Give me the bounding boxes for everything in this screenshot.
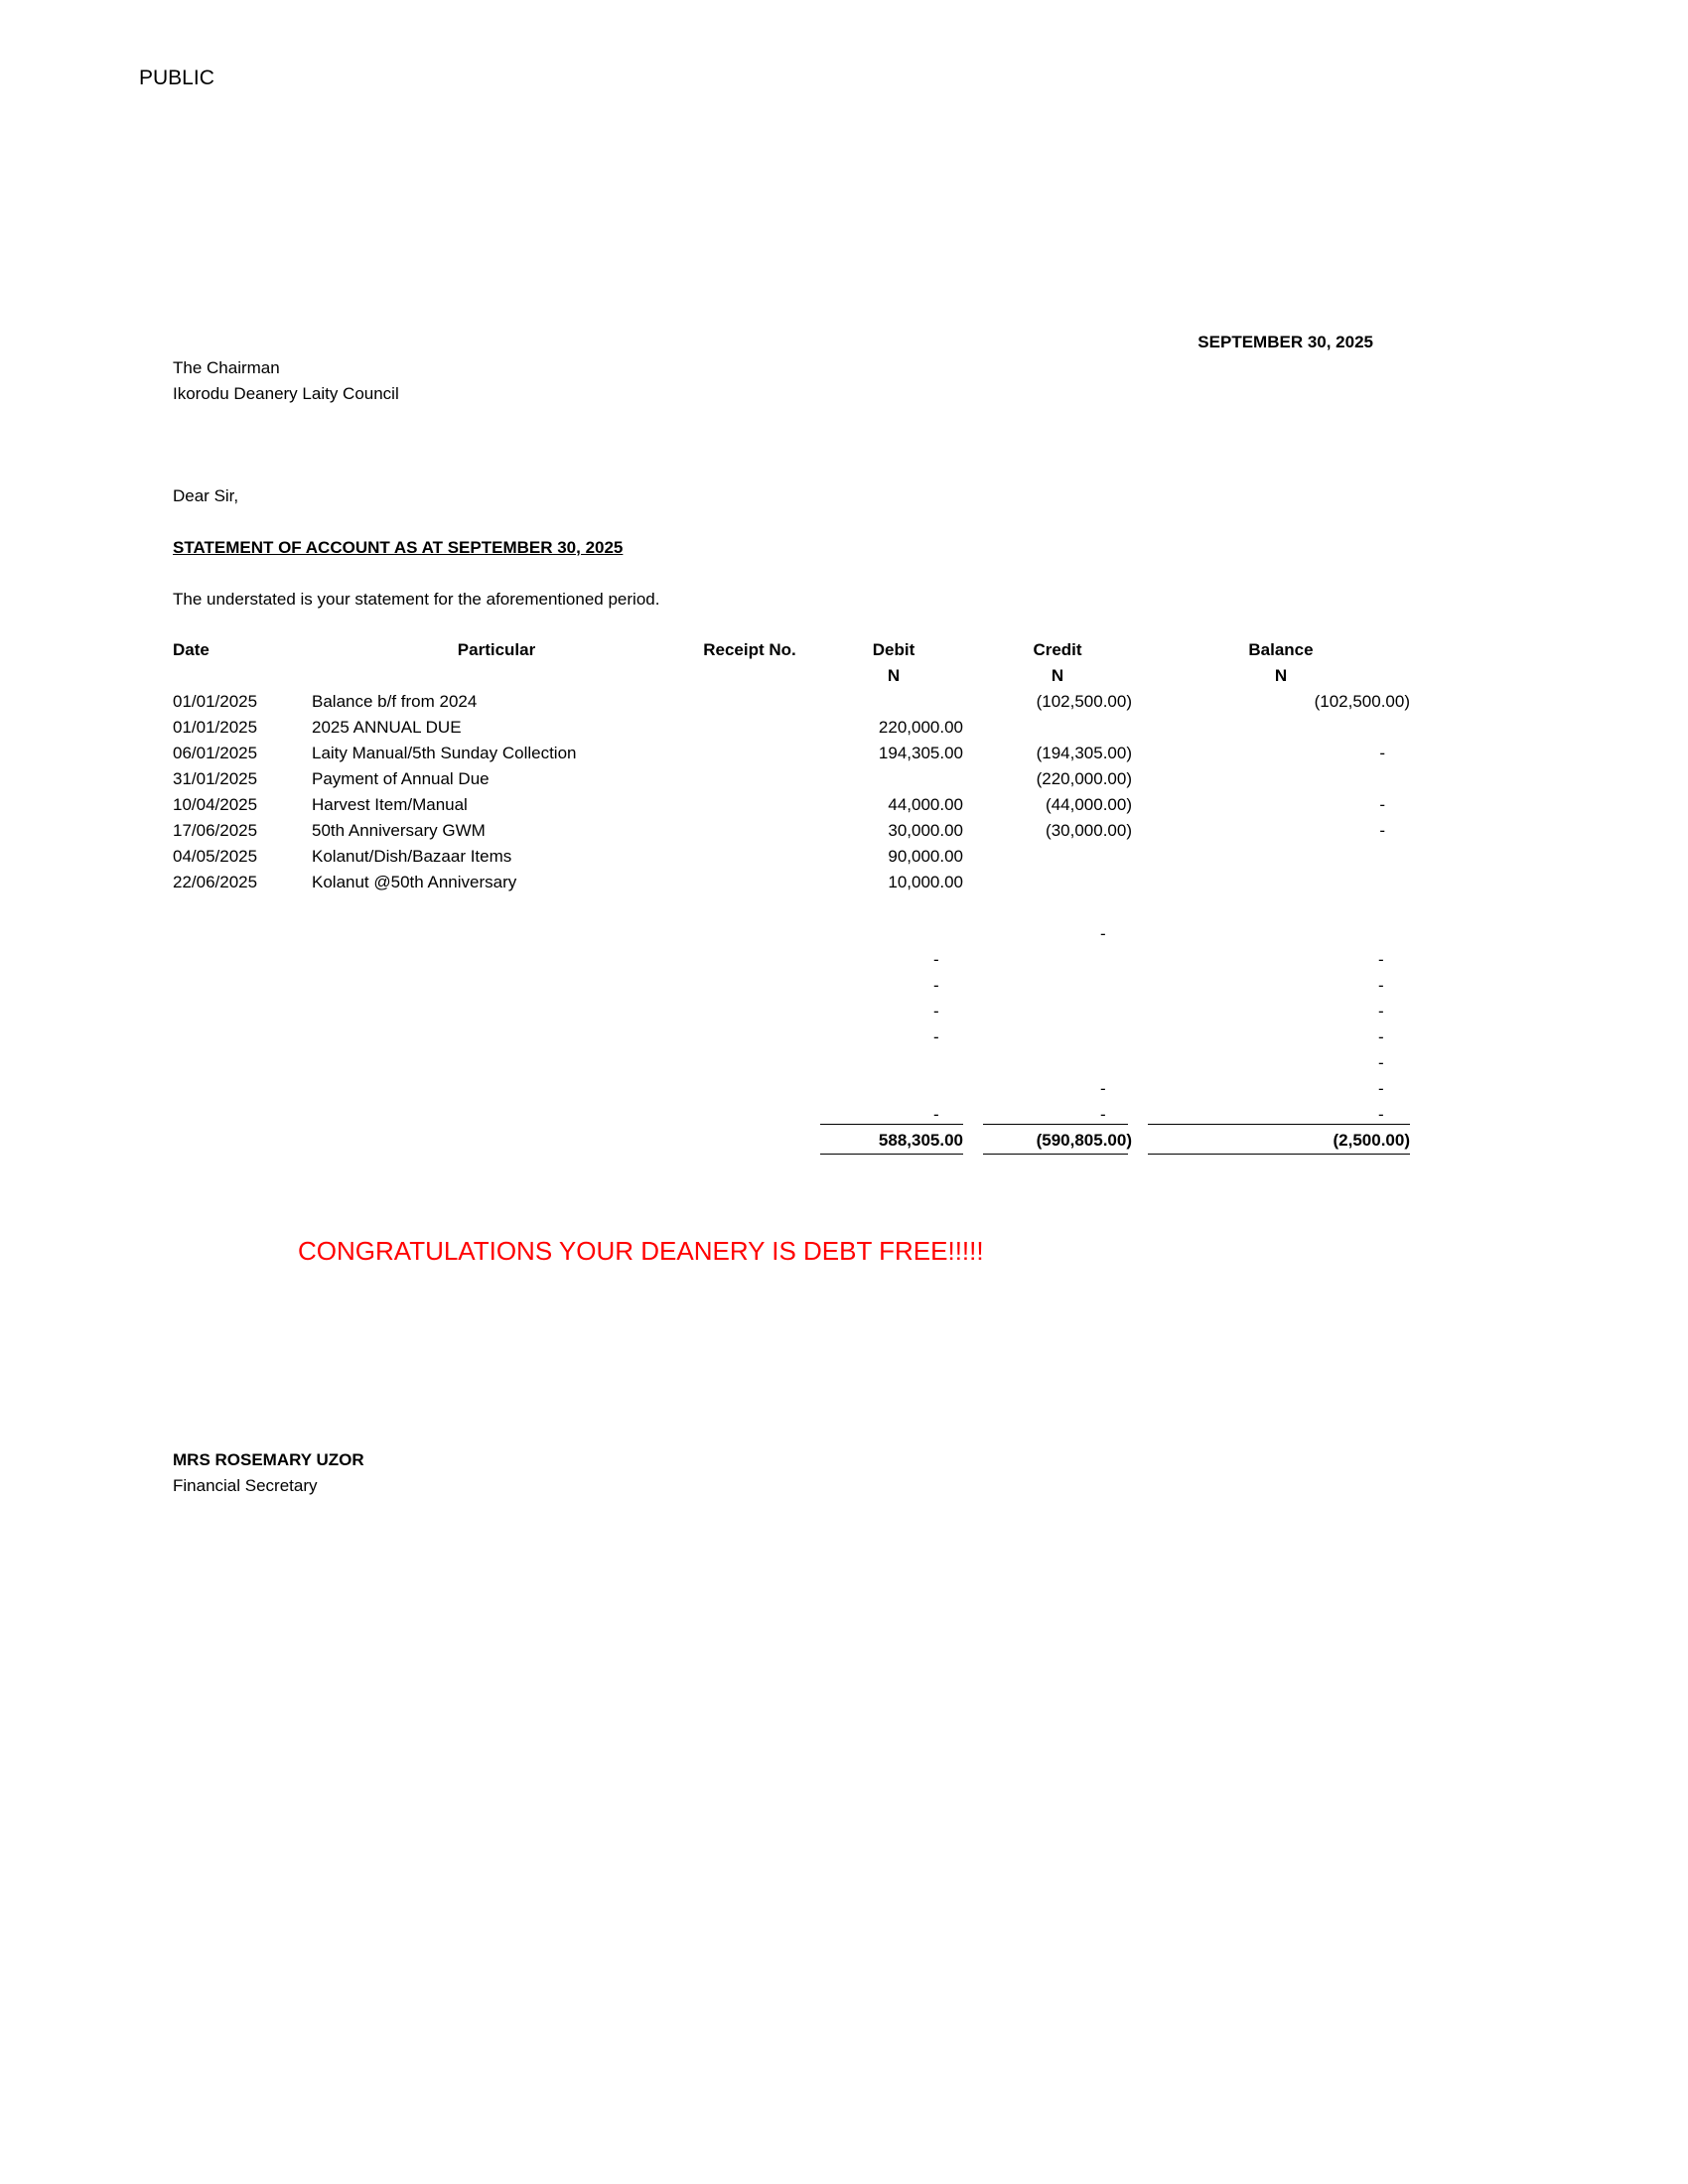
header-credit: Credit (1033, 640, 1082, 659)
row-balance: - (1379, 821, 1385, 840)
row-particular: Payment of Annual Due (312, 769, 490, 788)
row-balance: - (1379, 744, 1385, 762)
placeholder-dash: - (1378, 1053, 1384, 1072)
row-particular: Balance b/f from 2024 (312, 692, 478, 711)
debit-currency: N (887, 666, 901, 685)
row-particular: 2025 ANNUAL DUE (312, 718, 462, 737)
placeholder-dash: - (1100, 1105, 1106, 1124)
header-receipt-no: Receipt No. (703, 640, 796, 659)
row-date: 10/04/2025 (173, 795, 258, 814)
placeholder-dash: - (933, 976, 939, 995)
row-date: 17/06/2025 (173, 821, 258, 840)
row-particular: Kolanut @50th Anniversary (312, 873, 517, 891)
row-credit: (30,000.00) (1046, 821, 1132, 840)
placeholder-dash: - (933, 1002, 939, 1021)
placeholder-dash: - (933, 950, 939, 969)
classification-label: PUBLIC (139, 67, 214, 89)
recipient-line-1: The Chairman (173, 358, 280, 377)
row-particular: Harvest Item/Manual (312, 795, 468, 814)
row-particular: 50th Anniversary GWM (312, 821, 486, 840)
row-particular: Kolanut/Dish/Bazaar Items (312, 847, 512, 866)
row-debit: 220,000.00 (878, 718, 963, 737)
letter-date: SEPTEMBER 30, 2025 (1197, 333, 1373, 351)
placeholder-dash: - (1378, 1027, 1384, 1046)
header-particular: Particular (457, 640, 536, 659)
placeholder-dash: - (933, 1027, 939, 1046)
signatory-title: Financial Secretary (173, 1476, 318, 1495)
placeholder-dash: - (1378, 1002, 1384, 1021)
debit-total-rule-top (820, 1124, 963, 1125)
row-credit: (220,000.00) (1036, 769, 1132, 788)
row-date: 01/01/2025 (173, 692, 258, 711)
salutation: Dear Sir, (173, 486, 239, 505)
row-debit: 90,000.00 (888, 847, 963, 866)
row-credit: (102,500.00) (1036, 692, 1132, 711)
credit-total-rule-bottom (983, 1154, 1128, 1155)
placeholder-dash: - (933, 1105, 939, 1124)
signatory-name: MRS ROSEMARY UZOR (173, 1450, 364, 1469)
placeholder-dash: - (1100, 1079, 1106, 1098)
row-balance: (102,500.00) (1314, 692, 1410, 711)
row-date: 22/06/2025 (173, 873, 258, 891)
header-balance: Balance (1248, 640, 1314, 659)
row-debit: 30,000.00 (888, 821, 963, 840)
placeholder-dash: - (1378, 1105, 1384, 1124)
credit-currency: N (1051, 666, 1064, 685)
balance-currency: N (1274, 666, 1288, 685)
intro-text: The understated is your statement for the aforementioned period. (173, 590, 660, 609)
placeholder-dash: - (1378, 950, 1384, 969)
row-date: 31/01/2025 (173, 769, 258, 788)
balance-total-rule-bottom (1148, 1154, 1410, 1155)
placeholder-dash: - (1378, 1079, 1384, 1098)
row-debit: 44,000.00 (888, 795, 963, 814)
total-credit: (590,805.00) (1036, 1131, 1132, 1150)
credit-total-rule-top (983, 1124, 1128, 1125)
row-credit: (44,000.00) (1046, 795, 1132, 814)
row-debit: 10,000.00 (888, 873, 963, 891)
balance-total-rule-top (1148, 1124, 1410, 1125)
total-debit: 588,305.00 (878, 1131, 963, 1150)
total-balance: (2,500.00) (1333, 1131, 1410, 1150)
header-debit: Debit (872, 640, 915, 659)
congratulations-message: CONGRATULATIONS YOUR DEANERY IS DEBT FREE!!!!! (298, 1236, 984, 1266)
row-date: 01/01/2025 (173, 718, 258, 737)
header-date: Date (173, 640, 210, 659)
row-balance: - (1379, 795, 1385, 814)
row-debit: 194,305.00 (878, 744, 963, 762)
placeholder-dash: - (1378, 976, 1384, 995)
placeholder-dash: - (1100, 924, 1106, 943)
row-date: 04/05/2025 (173, 847, 258, 866)
recipient-line-2: Ikorodu Deanery Laity Council (173, 384, 399, 403)
statement-title: STATEMENT OF ACCOUNT AS AT SEPTEMBER 30, 2025 (173, 538, 624, 557)
row-date: 06/01/2025 (173, 744, 258, 762)
debit-total-rule-bottom (820, 1154, 963, 1155)
row-particular: Laity Manual/5th Sunday Collection (312, 744, 577, 762)
row-credit: (194,305.00) (1036, 744, 1132, 762)
